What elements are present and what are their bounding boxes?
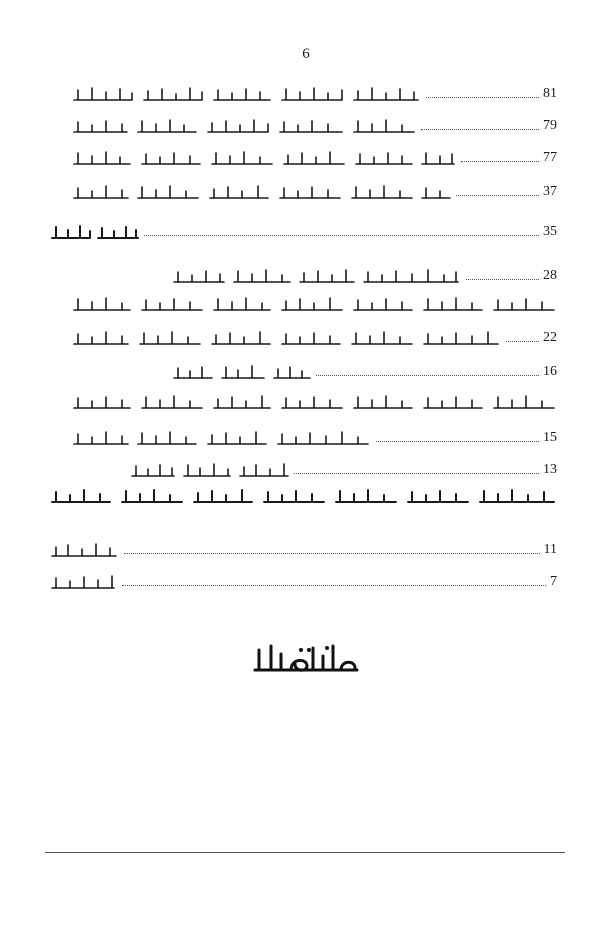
script-text-icon bbox=[172, 362, 312, 380]
script-text-icon bbox=[130, 460, 290, 478]
script-text-icon bbox=[50, 222, 140, 240]
toc-entry-title bbox=[172, 362, 312, 380]
toc-page-number: 7 bbox=[550, 574, 557, 589]
script-text-icon bbox=[72, 328, 502, 346]
toc-entry-title bbox=[72, 148, 457, 166]
toc-leader-dots bbox=[124, 553, 540, 554]
toc-entry[interactable] bbox=[172, 262, 557, 284]
toc-leader-dots bbox=[316, 375, 539, 376]
toc-entry-title bbox=[50, 540, 120, 558]
toc-entry-title bbox=[130, 460, 290, 478]
toc-entry[interactable] bbox=[72, 178, 557, 200]
toc-entry-title bbox=[72, 116, 417, 134]
script-text-icon bbox=[72, 182, 452, 200]
toc-leader-dots bbox=[456, 195, 539, 196]
script-text-icon bbox=[50, 486, 557, 504]
toc-leader-dots bbox=[466, 279, 539, 280]
toc-leader-dots bbox=[144, 235, 539, 236]
toc-entry-continuation bbox=[72, 390, 557, 410]
toc-page-number: 28 bbox=[543, 268, 557, 283]
toc-page-number: 77 bbox=[543, 150, 557, 165]
script-text-icon bbox=[50, 540, 120, 558]
script-text-icon bbox=[72, 148, 457, 166]
script-text-icon bbox=[72, 116, 417, 134]
toc-page-number: 13 bbox=[543, 462, 557, 477]
toc-entry[interactable] bbox=[172, 358, 557, 380]
toc-entry[interactable] bbox=[72, 424, 557, 446]
toc-entry-title bbox=[50, 572, 118, 590]
toc-entry[interactable] bbox=[72, 324, 557, 346]
toc-entry-continuation bbox=[50, 484, 557, 504]
toc-entry-title bbox=[50, 222, 140, 240]
calligraphy-title-icon bbox=[251, 640, 361, 676]
toc-leader-dots bbox=[461, 161, 539, 162]
toc-leader-dots bbox=[506, 341, 539, 342]
toc-entry-title bbox=[172, 266, 462, 284]
toc-page-number: 35 bbox=[543, 224, 557, 239]
toc-entry-title bbox=[72, 428, 372, 446]
toc-entry[interactable] bbox=[72, 80, 557, 102]
toc-entry-title bbox=[72, 182, 452, 200]
page-number: 6 bbox=[302, 46, 310, 62]
toc-entry[interactable] bbox=[72, 144, 557, 166]
toc-leader-dots bbox=[376, 441, 539, 442]
script-text-icon bbox=[72, 392, 557, 410]
toc-page-number: 11 bbox=[543, 542, 557, 557]
footer-rule bbox=[45, 852, 565, 853]
script-text-icon bbox=[72, 294, 557, 312]
toc-page-number: 79 bbox=[543, 118, 557, 133]
section-title bbox=[0, 640, 612, 676]
toc-page-number: 22 bbox=[543, 330, 557, 345]
toc-entry[interactable] bbox=[50, 218, 557, 240]
toc-leader-dots bbox=[294, 473, 539, 474]
script-text-icon bbox=[72, 428, 372, 446]
toc-entry[interactable] bbox=[50, 568, 557, 590]
toc-entry[interactable] bbox=[130, 456, 557, 478]
toc-page-number: 15 bbox=[543, 430, 557, 445]
toc-page-number: 81 bbox=[543, 86, 557, 101]
toc-entry-title bbox=[72, 328, 502, 346]
script-text-icon bbox=[172, 266, 462, 284]
toc-page-number: 37 bbox=[543, 184, 557, 199]
toc-entry-continuation bbox=[72, 292, 557, 312]
toc-leader-dots bbox=[122, 585, 546, 586]
script-text-icon bbox=[72, 84, 422, 102]
toc-entry-title bbox=[72, 84, 422, 102]
toc-page-number: 16 bbox=[543, 364, 557, 379]
script-text-icon bbox=[50, 572, 118, 590]
toc-leader-dots bbox=[426, 97, 539, 98]
toc-leader-dots bbox=[421, 129, 539, 130]
toc-entry[interactable] bbox=[50, 536, 557, 558]
toc-entry[interactable] bbox=[72, 112, 557, 134]
